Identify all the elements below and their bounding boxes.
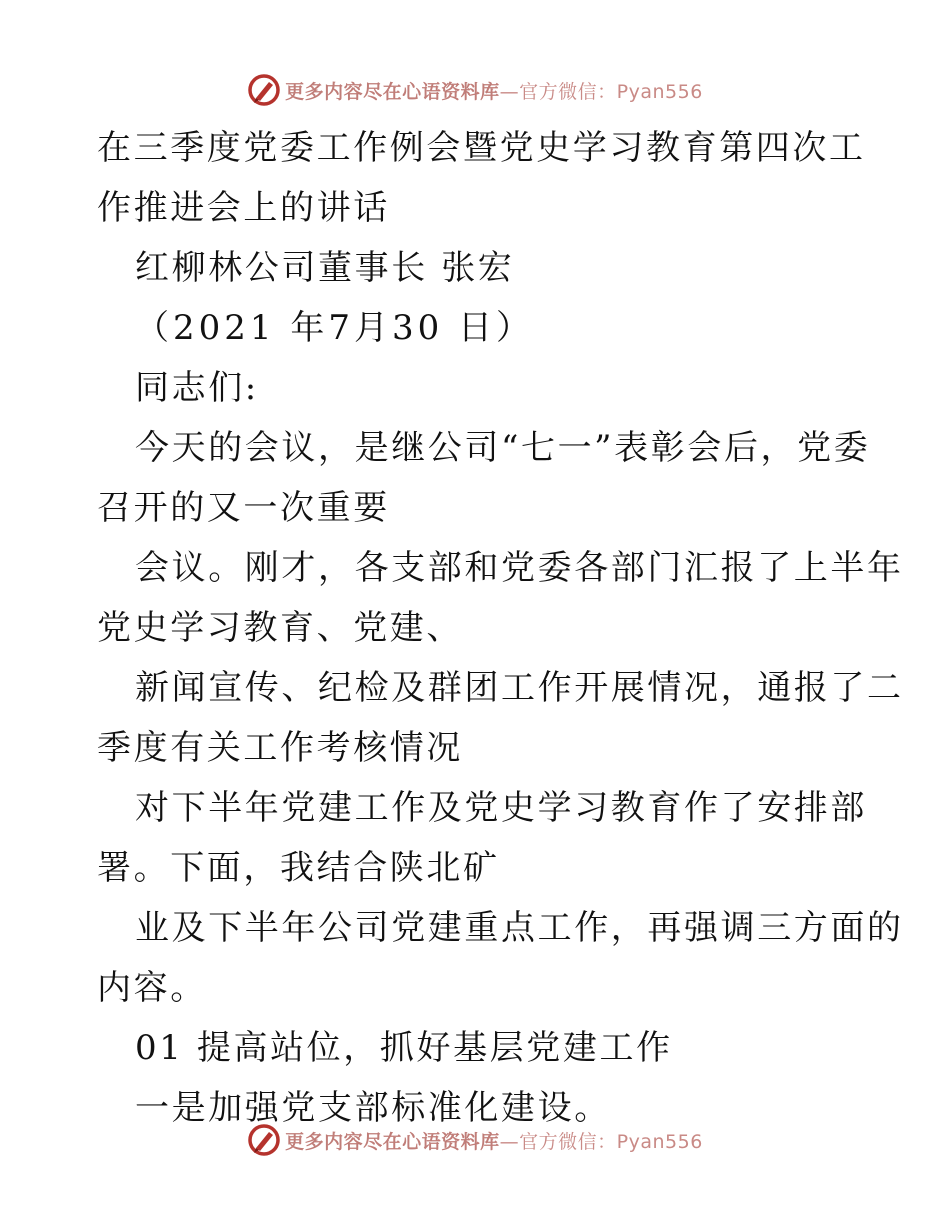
salutation: 同志们: (135, 368, 259, 408)
section-heading: 01 提高站位，抓好基层党建工作 (135, 1028, 673, 1068)
header-banner (0, 70, 950, 110)
paragraph-line: 今天的会议，是继公司“七一”表彰会后，党委 (135, 428, 871, 468)
banner-text (285, 1127, 703, 1154)
paragraph-line: 季度有关工作考核情况 (97, 728, 463, 768)
paragraph-line: 署。下面，我结合陕北矿 (97, 848, 500, 888)
paragraph-line: 党史学习教育、党建、 (97, 608, 463, 648)
banner-contact-text: —官方微信：Pyan556 (499, 80, 703, 103)
banner-contact-text: —官方微信：Pyan556 (499, 1130, 703, 1153)
title-line-2: 作推进会上的讲话 (97, 188, 390, 228)
paragraph-line: 一是加强党支部标准化建设。 (135, 1088, 611, 1128)
paragraph-line: 会议。刚才，各支部和党委各部门汇报了上半年 (135, 548, 904, 588)
footer-banner (0, 1120, 950, 1160)
paragraph-line: 业及下半年公司党建重点工作，再强调三方面的 (135, 908, 904, 948)
paragraph-line: 对下半年党建工作及党史学习教育作了安排部 (135, 788, 867, 828)
pen-logo-icon (247, 73, 281, 107)
paragraph-line: 召开的又一次重要 (97, 488, 390, 528)
document-body (97, 126, 904, 1130)
speaker-line: 红柳林公司董事长 张宏 (135, 248, 515, 288)
pen-logo-icon (247, 1123, 281, 1157)
date-line: （2021 年7月30 日） (135, 308, 535, 348)
title-line-1: 在三季度党委工作例会暨党史学习教育第四次工 (97, 128, 866, 168)
banner-main-text: 更多内容尽在心语资料库 (285, 1130, 500, 1153)
banner-text (285, 77, 703, 104)
paragraph-line: 新闻宣传、纪检及群团工作开展情况，通报了二 (135, 668, 904, 708)
paragraph-line: 内容。 (97, 968, 207, 1008)
banner-main-text: 更多内容尽在心语资料库 (285, 80, 500, 103)
